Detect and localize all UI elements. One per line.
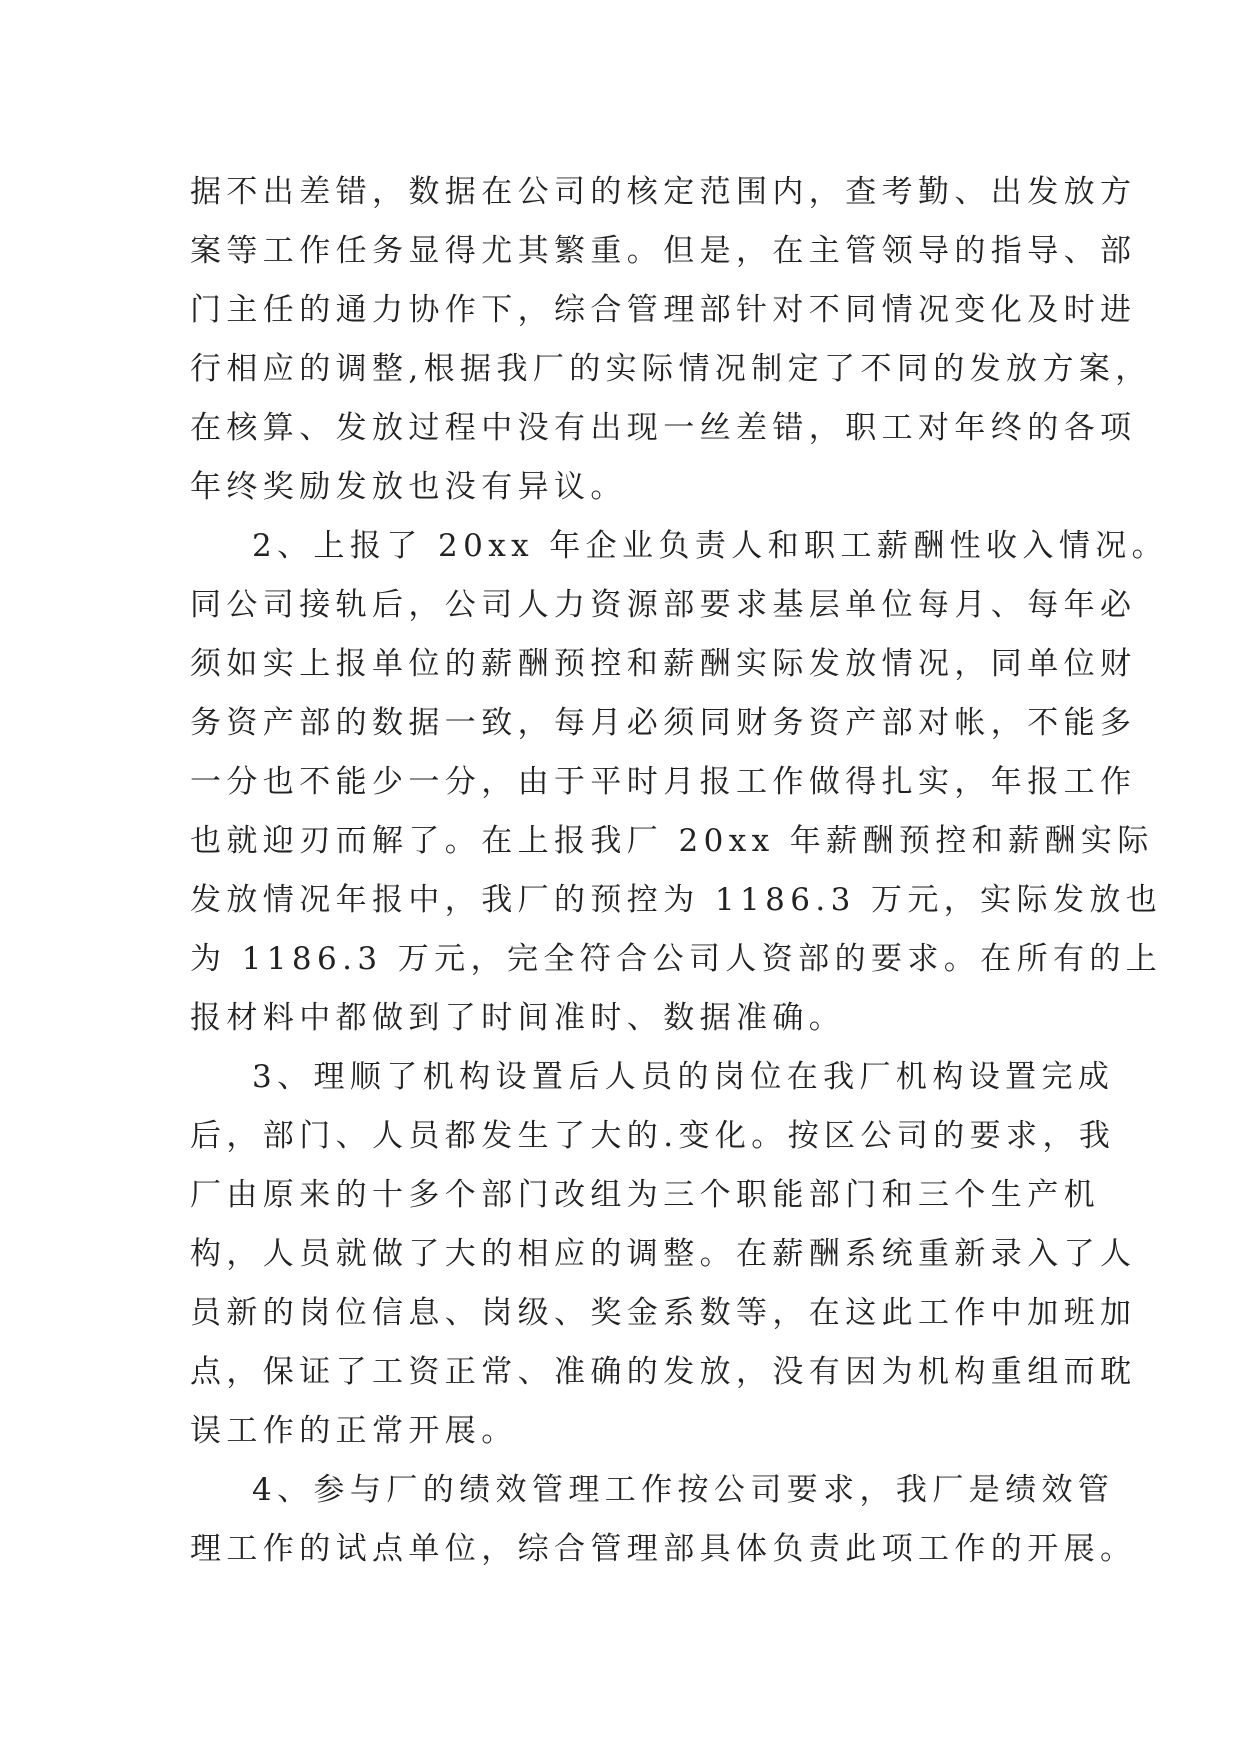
text-line: 误工作的正常开展。 bbox=[190, 1413, 518, 1449]
text-line: 理工作的试点单位，综合管理部具体负责此项工作的开展。 bbox=[190, 1531, 1137, 1567]
text-line: 也就迎刃而解了。在上报我厂 20xx 年薪酬预控和薪酬实际 bbox=[190, 823, 1154, 859]
text-line: 发放情况年报中，我厂的预控为 1186.3 万元，实际发放也 bbox=[190, 882, 1163, 918]
text-line: 年终奖励发放也没有异议。 bbox=[190, 469, 627, 505]
text-line: 为 1186.3 万元，完全符合公司人资部的要求。在所有的上 bbox=[190, 941, 1163, 977]
text-line: 务资产部的数据一致，每月必须同财务资产部对帐，不能多 bbox=[190, 705, 1137, 741]
text-line: 案等工作任务显得尤其繁重。但是，在主管领导的指导、部 bbox=[190, 233, 1137, 269]
text-line: 员新的岗位信息、岗级、奖金系数等，在这此工作中加班加 bbox=[190, 1295, 1137, 1331]
text-line: 后，部门、人员都发生了大的.变化。按区公司的要求，我 bbox=[190, 1118, 1116, 1154]
text-line: 在核算、发放过程中没有出现一丝差错，职工对年终的各项 bbox=[190, 410, 1137, 446]
paragraph-3-first-line: 3、理顺了机构设置后人员的岗位在我厂机构设置完成 bbox=[252, 1059, 1115, 1095]
text-line: 厂由原来的十多个部门改组为三个职能部门和三个生产机 bbox=[190, 1177, 1100, 1213]
text-line: 同公司接轨后，公司人力资源部要求基层单位每月、每年必 bbox=[190, 587, 1137, 623]
text-line: 报材料中都做到了时间准时、数据准确。 bbox=[190, 1000, 846, 1036]
paragraph-2-first-line: 2、上报了 20xx 年企业负责人和职工薪酬性收入情况。 bbox=[252, 528, 1169, 564]
text-line: 门主任的通力协作下，综合管理部针对不同情况变化及时进 bbox=[190, 292, 1137, 328]
document-body bbox=[190, 163, 1169, 1579]
text-line: 点，保证了工资正常、准确的发放，没有因为机构重组而耽 bbox=[190, 1354, 1137, 1390]
text-line: 须如实上报单位的薪酬预控和薪酬实际发放情况，同单位财 bbox=[190, 646, 1137, 682]
paragraph-4-first-line: 4、参与厂的绩效管理工作按公司要求，我厂是绩效管 bbox=[252, 1472, 1115, 1508]
text-line: 一分也不能少一分，由于平时月报工作做得扎实，年报工作 bbox=[190, 764, 1137, 800]
text-line: 据不出差错，数据在公司的核定范围内，查考勤、出发放方 bbox=[190, 174, 1137, 210]
text-line: 行相应的调整,根据我厂的实际情况制定了不同的发放方案， bbox=[190, 351, 1152, 387]
text-line: 构，人员就做了大的相应的调整。在薪酬系统重新录入了人 bbox=[190, 1236, 1137, 1272]
